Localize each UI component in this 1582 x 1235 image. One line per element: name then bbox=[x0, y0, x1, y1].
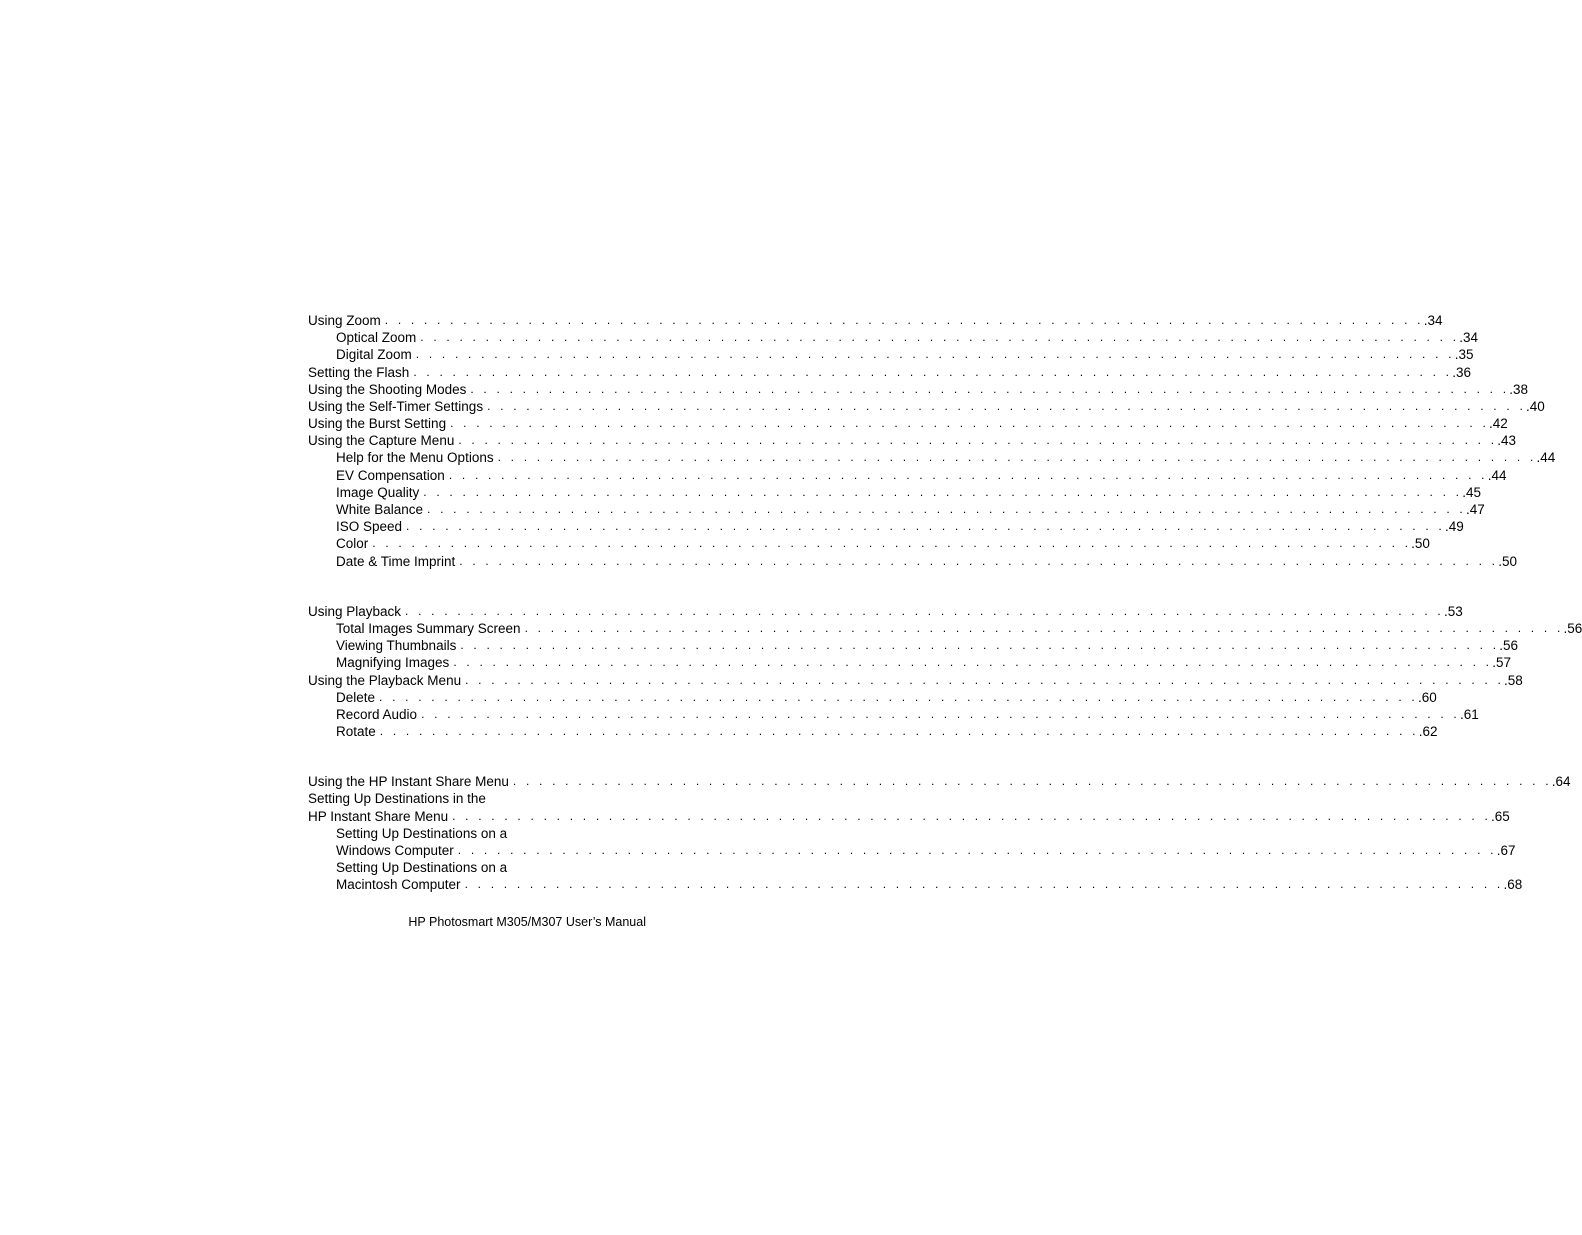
dot-leader: . . . . . . . . . . . . . . . . . . . . . . . . . . . . . . . . . . . . . . . . . . . . . . . . . . . . . . . . . . . . . . . . . . . . . . . . . . . . . . . . bbox=[421, 706, 1460, 721]
dot-leader: . . . . . . . . . . . . . . . . . . . . . . . . . . . . . . . . . . . . . . . . . . . . . . . . . . . . . . . . . . . . . . . . . . . . . . . . . . . . . . . . bbox=[379, 724, 1419, 739]
dot-leader: . . . . . . . . . . . . . . . . . . . . . . . . . . . . . . . . . . . . . . . . . . . . . . . . . . . . . . . . . . . . . . . . . . . . . . . . . . . . . . . . bbox=[423, 484, 1463, 499]
toc-entry-title: Total Images Summary Screen bbox=[336, 620, 521, 636]
toc-entry bbox=[308, 808, 1510, 825]
dot-leader: . . . . . . . . . . . . . . . . . . . . . . . . . . . . . . . . . . . . . . . . . . . . . . . . . . . . . . . . . . . . . . . . . . . . . . . . . . . . . . . . bbox=[465, 672, 1504, 687]
toc-entry-title: Delete bbox=[336, 689, 376, 705]
toc-entry-page: .36 bbox=[1452, 364, 1471, 380]
running-footer: HP Photosmart M305/M307 User’s Manual bbox=[408, 915, 646, 929]
toc-entry bbox=[308, 364, 1471, 381]
toc-entry-page: .62 bbox=[1418, 724, 1438, 740]
toc-entry-page: .40 bbox=[1525, 398, 1545, 414]
toc-entry bbox=[308, 603, 1463, 620]
toc-entry bbox=[308, 773, 1571, 790]
toc-entry bbox=[308, 672, 1523, 689]
toc-entry bbox=[308, 450, 1556, 467]
dot-leader: . . . . . . . . . . . . . . . . . . . . . . . . . . . . . . . . . . . . . . . . . . . . . . . . . . . . . . . . . . . . . . . . . . . . . . . . . . . . . . . . bbox=[450, 416, 1489, 431]
toc-entry-page: .44 bbox=[1487, 467, 1507, 483]
toc-entry bbox=[308, 535, 1430, 552]
dot-leader: . . . . . . . . . . . . . . . . . . . . . . . . . . . . . . . . . . . . . . . . . . . . . . . . . . . . . . . . . . . . . . . . . . . . . . . . . . . . . . . . bbox=[452, 808, 1491, 823]
toc-entry-page: .35 bbox=[1454, 347, 1474, 363]
toc-entry bbox=[308, 329, 1478, 346]
toc-entry bbox=[308, 689, 1437, 706]
toc-entry-page: .34 bbox=[1423, 312, 1443, 328]
toc-entry bbox=[308, 876, 1523, 893]
dot-leader: . . . . . . . . . . . . . . . . . . . . . . . . . . . . . . . . . . . . . . . . . . . . . . . . . . . . . . . . . . . . . . . . . . . . . . . . . . . . . . . . bbox=[487, 398, 1526, 413]
dot-leader: . . . . . . . . . . . . . . . . . . . . . . . . . . . . . . . . . . . . . . . . . . . . . . . . . . . . . . . . . . . . . . . . . . . . . . . . . . . . . . . . bbox=[384, 312, 1424, 327]
toc-entry bbox=[308, 791, 646, 808]
toc-entry-title: Setting Up Destinations in the bbox=[308, 791, 486, 807]
toc-entry-title: Optical Zoom bbox=[336, 330, 417, 346]
toc-entry bbox=[308, 312, 1443, 329]
toc-entry-title: Rotate bbox=[336, 724, 376, 740]
table-of-contents bbox=[308, 312, 1582, 894]
toc-section bbox=[308, 773, 1571, 893]
toc-entry-page: .68 bbox=[1503, 877, 1523, 893]
toc-entry bbox=[308, 706, 1479, 723]
toc-entry bbox=[308, 432, 1517, 449]
toc-entry-title: Using the HP Instant Share Menu bbox=[308, 774, 509, 790]
dot-leader: . . . . . . . . . . . . . . . . . . . . . . . . . . . . . . . . . . . . . . . . . . . . . . . . . . . . . . . . . . . . . . . . . . . . . . . . . . . . . . . . bbox=[405, 603, 1444, 618]
dot-leader: . . . . . . . . . . . . . . . . . . . . . . . . . . . . . . . . . . . . . . . . . . . . . . . . . . . . . . . . . . . . . . . . . . . . . . . . . . . . . . . . bbox=[420, 330, 1460, 345]
toc-entry-title: Magnifying Images bbox=[336, 655, 450, 671]
toc-entry-page: .42 bbox=[1488, 416, 1508, 432]
toc-entry bbox=[308, 637, 1519, 654]
toc-entry-page: .56 bbox=[1499, 638, 1519, 654]
toc-entry-title: HP Instant Share Menu bbox=[308, 808, 449, 824]
toc-entry-page: .67 bbox=[1496, 843, 1516, 859]
dot-leader: . . . . . . . . . . . . . . . . . . . . . . . . . . . . . . . . . . . . . . . . . . . . . . . . . . . . . . . . . . . . . . . . . . . . . . . . . . . . . . . . bbox=[464, 877, 1504, 892]
toc-entry-title: Record Audio bbox=[336, 706, 418, 722]
toc-entry-page: .45 bbox=[1462, 484, 1481, 500]
toc-entry-title: Using the Capture Menu bbox=[308, 433, 455, 449]
toc-entry bbox=[308, 654, 1511, 671]
toc-entry-title: Date & Time Imprint bbox=[336, 553, 456, 569]
dot-leader: . . . . . . . . . . . . . . . . . . . . . . . . . . . . . . . . . . . . . . . . . . . . . . . . . . . . . . . . . . . . . . . . . . . . . . . . . . . . . . . . bbox=[458, 433, 1498, 448]
toc-entry-page: .58 bbox=[1504, 672, 1523, 688]
toc-entry bbox=[308, 723, 1438, 740]
dot-leader: . . . . . . . . . . . . . . . . . . . . . . . . . . . . . . . . . . . . . . . . . . . . . . . . . . . . . . . . . . . . . . . . . . . . . . . . . . . . . . . . bbox=[379, 689, 1418, 704]
toc-entry bbox=[308, 553, 1517, 570]
toc-entry-page: .50 bbox=[1498, 553, 1517, 569]
toc-entry-title: ISO Speed bbox=[336, 519, 403, 535]
toc-entry-title: White Balance bbox=[336, 502, 424, 518]
dot-leader: . . . . . . . . . . . . . . . . . . . . . . . . . . . . . . . . . . . . . . . . . . . . . . . . . . . . . . . . . . . . . . . . . . . . . . . . . . . . . . . . bbox=[427, 502, 1466, 517]
dot-leader: . . . . . . . . . . . . . . . . . . . . . . . . . . . . . . . . . . . . . . . . . . . . . . . . . . . . . . . . . . . . . . . . . . . . . . . . . . . . . . . . bbox=[415, 347, 1455, 362]
toc-entry-title: Using the Playback Menu bbox=[308, 672, 462, 688]
toc-entry-page: .34 bbox=[1459, 330, 1478, 346]
toc-entry-title: Setting the Flash bbox=[308, 364, 410, 380]
toc-entry-page: .38 bbox=[1509, 381, 1529, 397]
toc-entry-title: Using Playback bbox=[308, 603, 402, 619]
toc-section bbox=[308, 312, 1556, 570]
toc-entry-page: .44 bbox=[1536, 450, 1556, 466]
toc-entry-title: Image Quality bbox=[336, 484, 420, 500]
toc-entry-title: Using the Burst Setting bbox=[308, 416, 447, 432]
toc-entry-page: .56 bbox=[1563, 620, 1582, 636]
dot-leader: . . . . . . . . . . . . . . . . . . . . . . . . . . . . . . . . . . . . . . . . . . . . . . . . . . . . . . . . . . . . . . . . . . . . . . . . . . . . . . . . bbox=[413, 364, 1453, 379]
toc-entry bbox=[308, 501, 1485, 518]
toc-entry bbox=[308, 484, 1481, 501]
toc-entry-page: .43 bbox=[1497, 433, 1517, 449]
toc-entry-page: .50 bbox=[1411, 536, 1430, 552]
toc-entry bbox=[308, 825, 646, 842]
dot-leader: . . . . . . . . . . . . . . . . . . . . . . . . . . . . . . . . . . . . . . . . . . . . . . . . . . . . . . . . . . . . . . . . . . . . . . . . . . . . . . . . bbox=[512, 774, 1552, 789]
toc-section bbox=[308, 603, 1582, 741]
toc-entry-page: .57 bbox=[1492, 655, 1511, 671]
toc-entry bbox=[308, 381, 1529, 398]
toc-entry-page: .60 bbox=[1417, 689, 1437, 705]
toc-entry bbox=[308, 346, 1474, 363]
toc-entry-title: Help for the Menu Options bbox=[336, 450, 494, 466]
toc-entry bbox=[308, 620, 1582, 637]
dot-leader: . . . . . . . . . . . . . . . . . . . . . . . . . . . . . . . . . . . . . . . . . . . . . . . . . . . . . . . . . . . . . . . . . . . . . . . . . . . . . . . . bbox=[470, 381, 1510, 396]
dot-leader: . . . . . . . . . . . . . . . . . . . . . . . . . . . . . . . . . . . . . . . . . . . . . . . . . . . . . . . . . . . . . . . . . . . . . . . . . . . . . . . . bbox=[459, 553, 1499, 568]
toc-entry-page: .49 bbox=[1444, 519, 1464, 535]
toc-entry-title: Macintosh Computer bbox=[336, 877, 461, 893]
toc-entry-title: Setting Up Destinations on a bbox=[336, 825, 508, 841]
toc-entry-title: Using the Shooting Modes bbox=[308, 381, 467, 397]
dot-leader: . . . . . . . . . . . . . . . . . . . . . . . . . . . . . . . . . . . . . . . . . . . . . . . . . . . . . . . . . . . . . . . . . . . . . . . . . . . . . . . . bbox=[524, 620, 1564, 635]
toc-entry bbox=[308, 467, 1507, 484]
toc-entry-page: .64 bbox=[1551, 774, 1571, 790]
toc-entry bbox=[308, 415, 1508, 432]
toc-entry-title: EV Compensation bbox=[336, 467, 445, 483]
dot-leader: . . . . . . . . . . . . . . . . . . . . . . . . . . . . . . . . . . . . . . . . . . . . . . . . . . . . . . . . . . . . . . . . . . . . . . . . . . . . . . . . bbox=[497, 450, 1537, 465]
toc-entry-title: Using Zoom bbox=[308, 312, 381, 328]
toc-entry bbox=[308, 859, 646, 876]
dot-leader: . . . . . . . . . . . . . . . . . . . . . . . . . . . . . . . . . . . . . . . . . . . . . . . . . . . . . . . . . . . . . . . . . . . . . . . . . . . . . . . . bbox=[457, 843, 1497, 858]
toc-entry bbox=[308, 398, 1545, 415]
toc-entry bbox=[308, 518, 1464, 535]
dot-leader: . . . . . . . . . . . . . . . . . . . . . . . . . . . . . . . . . . . . . . . . . . . . . . . . . . . . . . . . . . . . . . . . . . . . . . . . . . . . . . . . bbox=[406, 519, 1445, 534]
dot-leader: . . . . . . . . . . . . . . . . . . . . . . . . . . . . . . . . . . . . . . . . . . . . . . . . . . . . . . . . . . . . . . . . . . . . . . . . . . . . . . . . bbox=[453, 655, 1493, 670]
toc-entry-page: .47 bbox=[1465, 502, 1485, 518]
toc-entry-page: .61 bbox=[1459, 706, 1479, 722]
toc-entry-title: Windows Computer bbox=[336, 843, 454, 859]
toc-entry-title: Viewing Thumbnails bbox=[336, 638, 457, 654]
dot-leader: . . . . . . . . . . . . . . . . . . . . . . . . . . . . . . . . . . . . . . . . . . . . . . . . . . . . . . . . . . . . . . . . . . . . . . . . . . . . . . . . bbox=[460, 638, 1500, 653]
toc-entry-page: .65 bbox=[1491, 808, 1510, 824]
toc-entry-title: Digital Zoom bbox=[336, 347, 412, 363]
toc-entry-page: .53 bbox=[1443, 603, 1463, 619]
toc-entry bbox=[308, 842, 1516, 859]
toc-entry-title: Setting Up Destinations on a bbox=[336, 860, 508, 876]
dot-leader: . . . . . . . . . . . . . . . . . . . . . . . . . . . . . . . . . . . . . . . . . . . . . . . . . . . . . . . . . . . . . . . . . . . . . . . . . . . . . . . . bbox=[448, 467, 1488, 482]
dot-leader: . . . . . . . . . . . . . . . . . . . . . . . . . . . . . . . . . . . . . . . . . . . . . . . . . . . . . . . . . . . . . . . . . . . . . . . . . . . . . . . . bbox=[372, 536, 1412, 551]
toc-entry-title: Color bbox=[336, 536, 369, 552]
toc-entry-title: Using the Self-Timer Settings bbox=[308, 398, 484, 414]
